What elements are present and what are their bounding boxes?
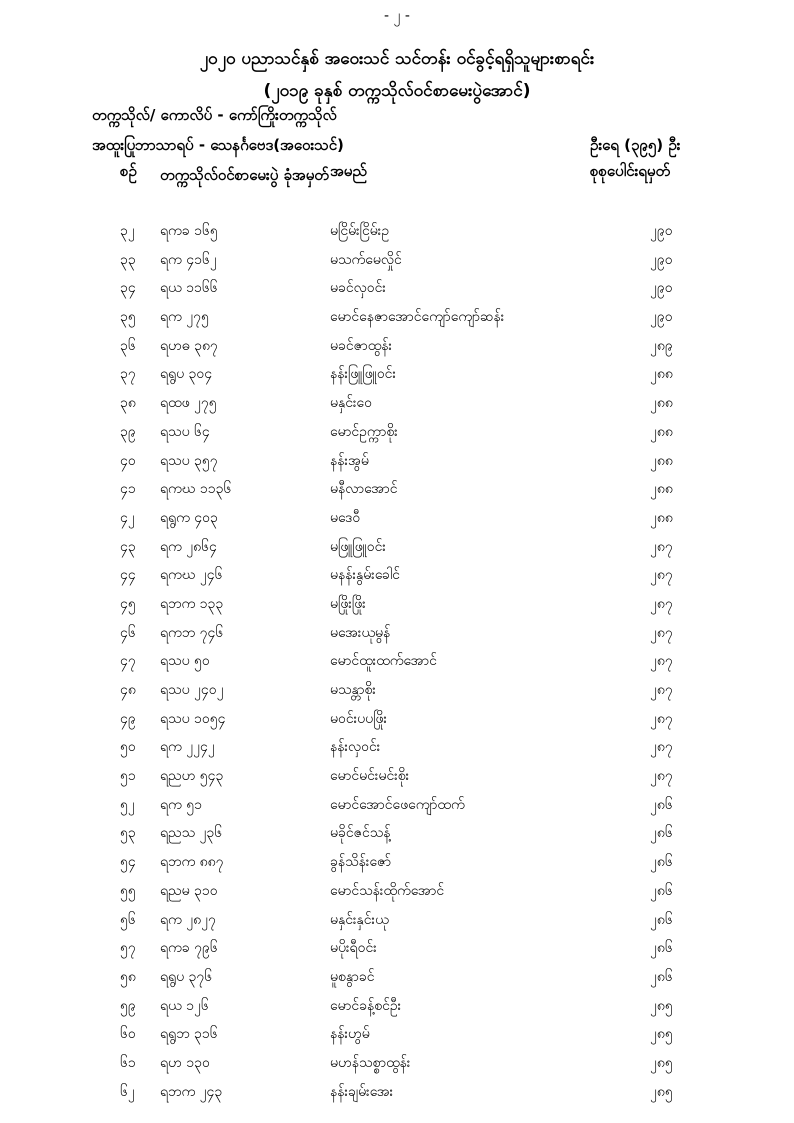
total-marks: ၂၈၈ <box>650 366 673 383</box>
student-name: နန်းချမ်းအေး <box>330 1083 394 1100</box>
student-name: နန်းအွမ် <box>330 452 369 469</box>
header-roll-number: တက္ကသိုလ်ဝင်စာမေးပွဲ ခုံအမှတ် <box>160 166 329 184</box>
total-marks: ၂၈၈ <box>650 452 673 469</box>
roll-number: ရက ၂၇၅ <box>160 309 209 326</box>
student-name: နန်းလှဝင်း <box>330 739 381 756</box>
serial-no: ၃၂ <box>120 223 135 239</box>
university-line: တက္ကသိုလ်/ ကောလိပ် - ကော်ကြိုးတက္ကသိုလ် <box>92 106 337 124</box>
table-row <box>0 1082 794 1111</box>
student-name: မခိုင်ဇင်သန့် <box>330 825 391 842</box>
total-marks: ၂၈၅ <box>650 1083 673 1100</box>
roll-number: ရက ၄၁၆၂ <box>160 251 217 268</box>
table-row <box>0 537 794 566</box>
serial-no: ၃၃ <box>120 251 136 268</box>
student-name: မောင်နေဇာအောင်ကျော်ကျော်ဆန်း <box>330 309 505 326</box>
serial-no: ၅၆ <box>120 911 136 928</box>
roll-number: ရဘက ၈၈၇ <box>160 854 224 871</box>
total-marks: ၂၈၆ <box>650 968 673 985</box>
document-subtitle: (၂၀၁၉ ခုနှစ် တက္ကသိုလ်ဝင်စာမေးပွဲအောင်) <box>263 81 531 101</box>
total-marks: ၂၈၅ <box>650 997 673 1014</box>
serial-no: ၃၇ <box>120 366 136 383</box>
roll-number: ရသပ ၁၀၅၄ <box>160 710 226 727</box>
student-name: မခင်ဇာထွန်း <box>330 337 393 354</box>
table-row <box>0 422 794 451</box>
serial-no: ၃၅ <box>120 309 136 326</box>
serial-no: ၄၅ <box>120 595 136 612</box>
table-row <box>0 623 794 652</box>
student-list <box>0 221 794 1110</box>
table-row <box>0 508 794 537</box>
serial-no: ၅၉ <box>120 997 136 1014</box>
total-marks: ၂၈၅ <box>650 1026 673 1043</box>
total-marks: ၂၈၈ <box>650 423 673 440</box>
table-row <box>0 221 794 250</box>
student-name: မသက်မေလှိုင် <box>330 251 402 268</box>
student-name: မနန်းနွမ်းခေါင် <box>330 567 400 584</box>
serial-no: ၃၉ <box>120 423 136 440</box>
table-row <box>0 852 794 881</box>
serial-no: ၄၂ <box>120 509 135 526</box>
serial-no: ၃၆ <box>120 337 136 354</box>
table-row <box>0 451 794 480</box>
table-row <box>0 938 794 967</box>
serial-no: ၆၁ <box>120 1054 136 1071</box>
total-marks: ၂၈၇ <box>650 653 673 670</box>
roll-number: ရရွပ ၃၇၆ <box>160 968 213 985</box>
student-name: မောင်မင်းမင်းစိုး <box>330 768 410 785</box>
total-marks: ၂၈၆ <box>650 825 673 842</box>
roll-number: ရဘက ၂၄၃ <box>160 1083 223 1100</box>
total-marks: ၂၈၈ <box>650 509 673 526</box>
table-row <box>0 278 794 307</box>
student-name: မနီလာအောင် <box>330 481 398 498</box>
table-row <box>0 910 794 939</box>
total-marks: ၂၈၆ <box>650 940 673 957</box>
table-row <box>0 307 794 336</box>
table-row <box>0 565 794 594</box>
roll-number: ရညဟ ၅၄၃ <box>160 768 224 785</box>
roll-number: ရရွပ ၃၀၄ <box>160 366 213 383</box>
table-row <box>0 1053 794 1082</box>
roll-number: ရက ၅၁ <box>160 796 202 813</box>
roll-number: ရညသ ၂၃၆ <box>160 825 223 842</box>
roll-number: ရဘက ၁၃၃ <box>160 595 224 612</box>
serial-no: ၅၂ <box>120 796 135 813</box>
student-name: မောင်ထူးထက်အောင် <box>330 653 437 670</box>
student-name: မူစနွာခင် <box>330 968 375 985</box>
table-row <box>0 766 794 795</box>
roll-number: ရသပ ၃၅၇ <box>160 452 218 469</box>
table-row <box>0 479 794 508</box>
total-marks: ၂၈၇ <box>650 710 673 727</box>
total-marks: ၂၈၆ <box>650 911 673 928</box>
roll-number: ရသပ ၂၄၀၂ <box>160 682 224 698</box>
student-name: မောင်သန်းထိုက်အောင် <box>330 882 445 899</box>
student-name: မဝင်းပပဖြိုး <box>330 710 388 727</box>
student-name: မဖြူဖြူဝင်း <box>330 538 386 555</box>
roll-number: ရသပ ၆၄ <box>160 423 210 440</box>
student-name: မငြိမ်းငြိမ်းဥ <box>330 223 390 239</box>
total-marks: ၂၈၇ <box>650 739 673 756</box>
total-marks: ၂၈၇ <box>650 567 673 584</box>
total-marks: ၂၈၇ <box>650 768 673 785</box>
serial-no: ၄၉ <box>120 710 136 727</box>
serial-no: ၄၀ <box>120 452 136 469</box>
serial-no: ၅၅ <box>120 882 136 899</box>
document-title: ၂၀၂၀ ပညာသင်နှစ် အဝေးသင် သင်တန်း ဝင်ခွင့်ရရှိသူများစာရင်း <box>199 49 595 69</box>
student-name: မနှင်းဝေ <box>330 395 373 412</box>
table-row <box>0 680 794 709</box>
roll-number: ရယ ၁၂၆ <box>160 997 209 1014</box>
table-row <box>0 364 794 393</box>
table-row <box>0 823 794 852</box>
roll-number: ရရွက ၄၀၃ <box>160 509 218 526</box>
serial-no: ၄၆ <box>120 624 136 641</box>
quota-line: ဦးရေ (၃၉၅) ဦး <box>590 136 681 154</box>
total-marks: ၂၈၆ <box>650 882 673 899</box>
table-row <box>0 967 794 996</box>
roll-number: ရကခ ၁၆၅ <box>160 223 218 239</box>
roll-number: ရက ၂၂၄၂ <box>160 739 215 756</box>
total-marks: ၂၉၀ <box>650 251 673 268</box>
total-marks: ၂၈၇ <box>650 538 673 555</box>
header-name: အမည် <box>330 162 367 180</box>
total-marks: ၂၈၈ <box>650 481 673 498</box>
total-marks: ၂၈၇ <box>650 682 673 698</box>
table-row <box>0 651 794 680</box>
serial-no: ၆၂ <box>120 1083 135 1100</box>
table-row <box>0 1024 794 1053</box>
roll-number: ရက ၂၈၆၄ <box>160 538 217 555</box>
student-name: ခွန်သိန်းဇော် <box>330 854 392 871</box>
roll-number: ရကခ ၇၉၆ <box>160 940 218 957</box>
roll-number: ရရွဘ ၃၁၆ <box>160 1026 218 1043</box>
serial-no: ၅၇ <box>120 940 136 957</box>
table-row <box>0 737 794 766</box>
total-marks: ၂၈၈ <box>650 395 673 412</box>
serial-no: ၄၃ <box>120 538 136 555</box>
table-row <box>0 250 794 279</box>
student-name: မသန္တာစိုး <box>330 682 376 698</box>
student-name: မခင်လှဝင်း <box>330 280 386 297</box>
serial-no: ၄၇ <box>120 653 136 670</box>
roll-number: ရကဃ ၁၁၃၆ <box>160 481 232 498</box>
serial-no: ၅၃ <box>120 825 136 842</box>
roll-number: ရသပ ၅၀ <box>160 653 210 670</box>
total-marks: ၂၈၆ <box>650 796 673 813</box>
roll-number: ရထဖ ၂၇၅ <box>160 395 217 412</box>
page-number: - ၂ - <box>384 8 410 24</box>
student-name: နန်းဟွမ် <box>330 1026 370 1043</box>
student-name: မောင်ခန့်စင်ဦး <box>330 997 402 1014</box>
table-row <box>0 594 794 623</box>
total-marks: ၂၈၆ <box>650 854 673 871</box>
roll-number: ရကဃ ၂၄၆ <box>160 567 223 584</box>
student-name: မပိုးရီဝင်း <box>330 940 377 957</box>
table-row <box>0 996 794 1025</box>
total-marks: ၂၉၀ <box>650 223 673 239</box>
roll-number: ရကဘ ၇၄၆ <box>160 624 224 641</box>
serial-no: ၅၁ <box>120 768 136 785</box>
table-row <box>0 795 794 824</box>
serial-no: ၄၄ <box>120 567 136 584</box>
table-row <box>0 393 794 422</box>
total-marks: ၂၈၇ <box>650 624 673 641</box>
student-name: မဒေဝီ <box>330 509 361 526</box>
serial-no: ၄၁ <box>120 481 136 498</box>
student-name: မောင်ဥက္ကာစိုး <box>330 423 398 440</box>
serial-no: ၅၀ <box>120 739 136 756</box>
header-serial-no: စဉ် <box>120 162 137 180</box>
specialization-line: အထူးပြုဘာသာရပ် - သေနင်္ဂဗေဒ(အဝေးသင်) <box>92 136 344 154</box>
serial-no: ၅၄ <box>120 854 136 871</box>
table-row <box>0 709 794 738</box>
student-name: မနှင်းနှင်းယု <box>330 911 389 928</box>
table-row <box>0 336 794 365</box>
total-marks: ၂၉၀ <box>650 309 673 326</box>
roll-number: ရယ ၁၁၆၆ <box>160 280 218 297</box>
student-name: မောင်အောင်ဖေကျော်ထက် <box>330 796 465 813</box>
total-marks: ၂၉၀ <box>650 280 673 297</box>
student-name: မဖြိုးဖြိုး <box>330 595 366 612</box>
serial-no: ၃၈ <box>120 395 136 412</box>
total-marks: ၂၈၇ <box>650 595 673 612</box>
roll-number: ရဟ ၁၃၀ <box>160 1054 210 1071</box>
student-name: မဟန်သစ္စာထွန်း <box>330 1054 411 1071</box>
roll-number: ရညမ ၃၁၀ <box>160 882 218 899</box>
serial-no: ၆၀ <box>120 1026 136 1043</box>
roll-number: ရဟဓ ၃၈၇ <box>160 337 218 354</box>
serial-no: ၄၈ <box>120 682 136 698</box>
serial-no: ၅၈ <box>120 968 136 985</box>
student-name: နန်းဖြူဖြူဝင်း <box>330 366 396 383</box>
student-name: မအေးယုမွန် <box>330 624 391 641</box>
roll-number: ရက ၂၈၂၇ <box>160 911 216 928</box>
table-row <box>0 881 794 910</box>
total-marks: ၂၈၅ <box>650 1054 673 1071</box>
total-marks: ၂၈၉ <box>650 337 673 354</box>
header-total-marks: စုစုပေါင်းရမှတ် <box>590 162 671 180</box>
serial-no: ၃၄ <box>120 280 136 297</box>
